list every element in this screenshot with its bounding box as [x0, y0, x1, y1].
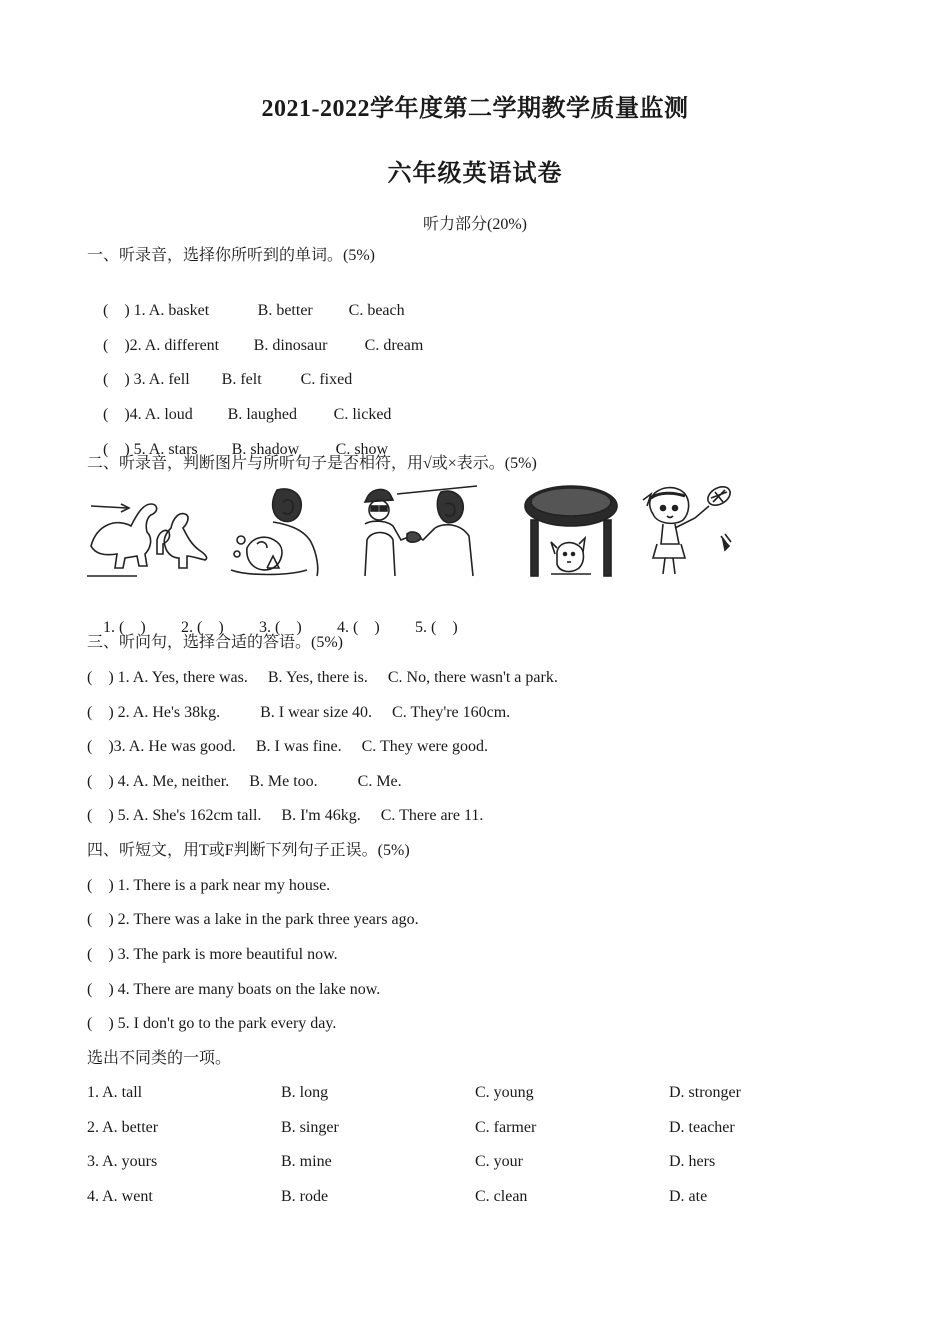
section4-heading: 四、听短文，用T或F判断下列句子正误。(5%): [87, 842, 410, 859]
answer-blank[interactable]: ( ): [103, 337, 130, 354]
s4-item-1: ( ) 1. There is a park near my house.: [87, 877, 331, 894]
s4-item-5: ( ) 5. I don't go to the park every day.: [87, 1015, 337, 1032]
option-d: D. stronger: [669, 1084, 741, 1101]
answer-blank[interactable]: ( ): [103, 371, 130, 388]
option-a: 3. A. yours: [87, 1153, 158, 1170]
table-and-dog-icon: [521, 484, 621, 578]
section1-heading: 一、听录音，选择你所听到的单词。(5%): [87, 247, 375, 264]
s1-item-5: ( ) 5. A. stars B. shadow C. show: [103, 441, 389, 458]
section5-heading: 选出不同类的一项。: [87, 1050, 232, 1067]
s3-item-5: ( ) 5. A. She's 162cm tall. B. I'm 46kg. C. There are 11.: [87, 807, 484, 824]
s3-item-4: ( ) 4. A. Me, neither. B. Me too. C. Me.: [87, 773, 402, 790]
answer-blank[interactable]: ( ): [87, 1015, 114, 1032]
answer-blank[interactable]: 2. ( ): [181, 619, 224, 636]
answer-blank[interactable]: ( ): [103, 302, 130, 319]
girl-badminton-icon: [639, 484, 739, 578]
answer-blank[interactable]: ( ): [87, 704, 114, 721]
s3-item-1: ( ) 1. A. Yes, there was. B. Yes, there is. C. No, there wasn't a park.: [87, 669, 558, 686]
answer-blank[interactable]: ( ): [87, 773, 114, 790]
answer-blank[interactable]: ( ): [87, 738, 114, 755]
option-b: B. long: [281, 1084, 329, 1101]
option-b: B. rode: [281, 1188, 329, 1205]
s4-item-4: ( ) 4. There are many boats on the lake now.: [87, 981, 381, 998]
dinosaurs-icon: [87, 484, 213, 578]
option-c: C. young: [475, 1084, 534, 1101]
option-b: B. singer: [281, 1119, 339, 1136]
mother-and-baby-icon: [227, 484, 327, 578]
option-a: 1. A. tall: [87, 1084, 143, 1101]
s1-item-3: ( ) 3. A. fell B. felt C. fixed: [103, 371, 353, 388]
s1-item-1: ( ) 1. A. basket B. better C. beach: [103, 302, 405, 319]
option-a: 4. A. went: [87, 1188, 153, 1205]
option-c: C. your: [475, 1153, 523, 1170]
s1-item-4: ( )4. A. loud B. laughed C. licked: [103, 406, 392, 423]
option-a: 2. A. better: [87, 1119, 159, 1136]
s1-item-2: ( )2. A. different B. dinosaur C. dream: [103, 337, 424, 354]
answer-blank[interactable]: 4. ( ): [337, 619, 380, 636]
people-greeting-icon: [361, 484, 481, 578]
answer-blank[interactable]: ( ): [87, 807, 114, 824]
option-b: B. mine: [281, 1153, 332, 1170]
answer-blank[interactable]: ( ): [87, 981, 114, 998]
s4-item-3: ( ) 3. The park is more beautiful now.: [87, 946, 338, 963]
s3-item-3: ( )3. A. He was good. B. I was fine. C. They were good.: [87, 738, 488, 755]
answer-blank[interactable]: 3. ( ): [259, 619, 302, 636]
answer-blank[interactable]: ( ): [87, 911, 114, 928]
option-c: C. farmer: [475, 1119, 537, 1136]
section3-heading: 三、听问句，选择合适的答语。(5%): [87, 634, 343, 651]
s3-item-2: ( ) 2. A. He's 38kg. B. I wear size 40. C. They're 160cm.: [87, 704, 511, 721]
answer-blank[interactable]: ( ): [87, 669, 114, 686]
picture-row: [87, 484, 747, 580]
listening-part-label: 听力部分(20%): [423, 216, 527, 233]
answer-blank[interactable]: 1. ( ): [103, 619, 146, 636]
answer-blank[interactable]: ( ): [103, 406, 130, 423]
exam-subtitle: 六年级英语试卷: [387, 161, 563, 187]
answer-blank[interactable]: ( ): [87, 946, 114, 963]
option-d: D. hers: [669, 1153, 716, 1170]
answer-blank[interactable]: ( ): [87, 877, 114, 894]
option-c: C. clean: [475, 1188, 528, 1205]
exam-title: 2021-2022学年度第二学期教学质量监测: [261, 96, 689, 122]
s4-item-2: ( ) 2. There was a lake in the park three years ago.: [87, 911, 419, 928]
answer-blank[interactable]: 5. ( ): [415, 619, 458, 636]
answer-blank[interactable]: ( ): [103, 441, 130, 458]
option-d: D. teacher: [669, 1119, 735, 1136]
section2-heading: 二、听录音，判断图片与所听句子是否相符，用√或×表示。(5%): [87, 455, 537, 472]
option-d: D. ate: [669, 1188, 708, 1205]
